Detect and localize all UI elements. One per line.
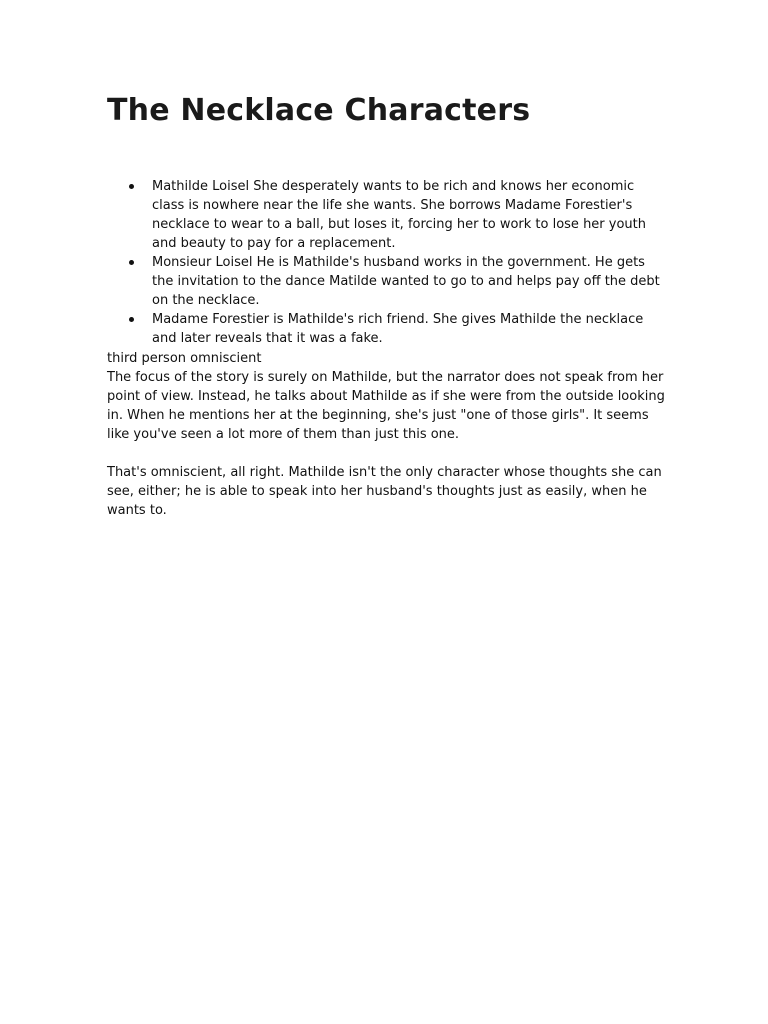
list-item <box>107 310 667 348</box>
character-description: Monsieur Loisel He is Mathilde's husband works in the government. He gets the invitation to the dance Matilde wanted to go to and helps pay off the debt on the necklace. <box>152 255 660 308</box>
character-list <box>107 177 667 348</box>
bullet-icon <box>129 260 134 265</box>
document-page <box>107 90 667 518</box>
list-item <box>107 253 667 310</box>
character-description: Mathilde Loisel She desperately wants to be rich and knows her economic class is nowhere near the life she wants. She borrows Madame Forestier's necklace to wear to a ball, but loses it, forcing her to work to lose her youth and beauty to pay for a replacement. <box>152 179 646 251</box>
bullet-icon <box>129 184 134 189</box>
bullet-icon <box>129 317 134 322</box>
character-description: Madame Forestier is Mathilde's rich friend. She gives Mathilde the necklace and later reveals that it was a fake. <box>152 312 644 346</box>
point-of-view-label: third person omniscient <box>107 351 262 366</box>
list-item <box>107 177 667 253</box>
document-title: The Necklace Characters <box>107 93 531 128</box>
paragraph: The focus of the story is surely on Mathilde, but the narrator does not speak from her point of view. Instead, he talks about Mathilde as if she were from the outside looking in. When he mentions her at the beginning, she's just "one of those girls". It seems like you've seen a lot more of them than just this one. <box>107 370 665 442</box>
paragraph: That's omniscient, all right. Mathilde isn't the only character whose thoughts she can see, either; he is able to speak into her husband's thoughts just as easily, when he wants to. <box>107 465 662 518</box>
